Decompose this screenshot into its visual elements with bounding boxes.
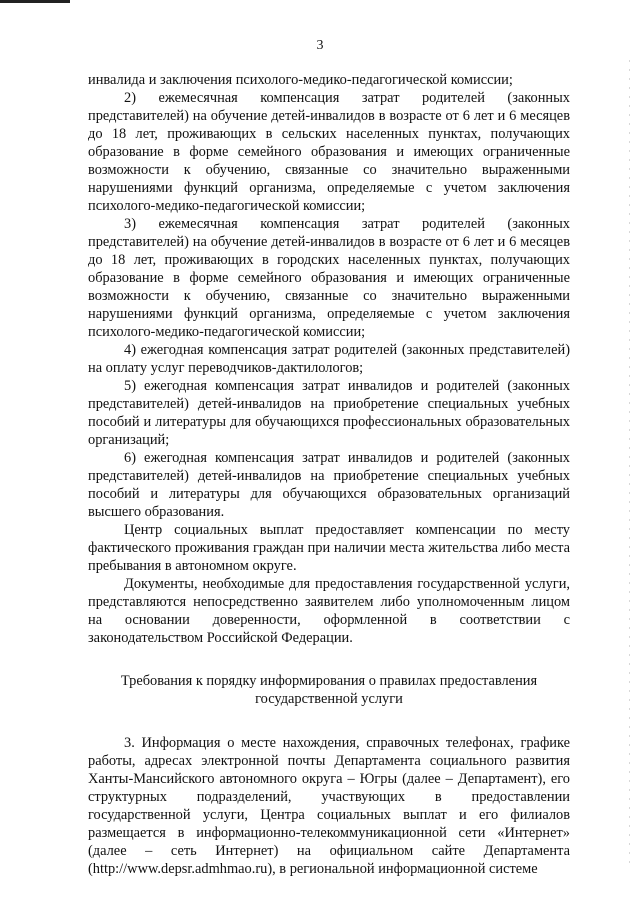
list-item-2: 2) ежемесячная компенсация затрат родителей (законных представителей) на обучение детей-инвалидов в возрасте от 6 лет и 6 месяцев до 18 лет, проживающих в сельских населенных пунктах, получающих образование в форме семейного образования и имеющих ограниченные возможности к обучению, связанные со значительно выраженными нарушениями функций организма, определяемые с учетом заключения психолого-медико-педагогической комиссии; (88, 90, 570, 214)
paragraph-documents: Документы, необходимые для предоставления государственной услуги, представляются непосредственно заявителем либо уполномоченным лицом на основании доверенности, оформленной в соответствии с законодательством Российской Федерации. (88, 576, 570, 646)
document-body (88, 71, 570, 878)
page-number: 3 (316, 38, 324, 53)
scan-side-artifact (629, 60, 630, 865)
section-heading (88, 672, 570, 708)
paragraph-continuation: инвалида и заключения психолого-медико-педагогической комиссии; (88, 72, 513, 88)
section-heading-line-2: государственной услуги (255, 691, 403, 707)
list-item-5: 5) ежегодная компенсация затрат инвалидов и родителей (законных представителей) детей-инвалидов на приобретение специальных учебных пособий и литературы для обучающихся профессиональных образовательных организаций; (88, 378, 570, 448)
list-item-4: 4) ежегодная компенсация затрат родителей (законных представителей) на оплату услуг переводчиков-дактилологов; (88, 342, 570, 376)
scan-edge-mark (0, 0, 70, 3)
section-heading-line-1: Требования к порядку информирования о правилах предоставления (120, 673, 538, 689)
list-item-6: 6) ежегодная компенсация затрат инвалидов и родителей (законных представителей) детей-инвалидов на приобретение специальных учебных пособий и литературы для обучающихся образовательных организаций высшего образования. (88, 450, 570, 520)
paragraph-3-information: 3. Информация о месте нахождения, справочных телефонах, графике работы, адресах электронной почты Департамента социального развития Ханты-Мансийского автономного округа – Югры (далее – Департамент), его структурных подразделений, участвующих в предоставлении государственной услуги, Центра социальных выплат и его филиалов размещается в информационно-телекоммуникационной сети «Интернет» (далее – сеть Интернет) на официальном сайте Департамента (http://www.depsr.admhmao.ru), в региональной информационной системе (88, 735, 570, 877)
list-item-3: 3) ежемесячная компенсация затрат родителей (законных представителей) на обучение детей-инвалидов в возрасте от 6 лет и 6 месяцев до 18 лет, проживающих в городских населенных пунктах, получающих образование в форме семейного образования и имеющих ограниченные возможности к обучению, связанные со значительно выраженными нарушениями функций организма, определяемые с учетом заключения психолого-медико-педагогической комиссии; (88, 216, 570, 340)
paragraph-payment-center: Центр социальных выплат предоставляет компенсации по месту фактического проживания граждан при наличии места жительства либо места пребывания в автономном округе. (88, 522, 570, 574)
